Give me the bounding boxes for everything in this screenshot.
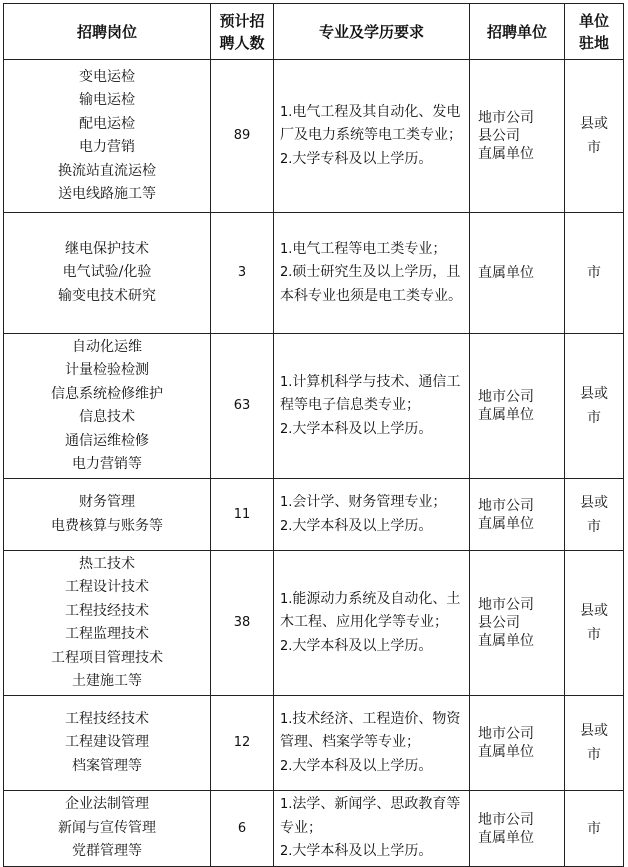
cell-requirements bbox=[274, 696, 470, 791]
cell-location: 市 bbox=[565, 213, 624, 334]
table-row bbox=[4, 696, 624, 791]
requirement-item: 1.会计学、财务管理专业； bbox=[280, 494, 447, 510]
header-location-line2: 驻地 bbox=[578, 33, 609, 52]
header-count bbox=[211, 4, 274, 60]
unit-name: 直属单位 bbox=[478, 265, 534, 281]
table-body bbox=[4, 60, 624, 867]
cell-location: 县或 市 bbox=[565, 334, 624, 479]
cell-requirements bbox=[274, 334, 470, 479]
position-name: 计量检验检测 bbox=[65, 362, 149, 378]
cell-requirements bbox=[274, 551, 470, 696]
position-name: 变电运检 bbox=[79, 68, 135, 85]
unit-name: 直属单位 bbox=[478, 829, 534, 846]
unit-name: 地市公司 bbox=[478, 110, 534, 126]
table-row bbox=[4, 213, 624, 334]
requirement-item: 1.计算机科学与技术、通信工程等电子信息类专业； bbox=[280, 373, 461, 414]
header-count-line1: 预计招 bbox=[219, 11, 265, 30]
cell-location: 县或 市 bbox=[565, 551, 624, 696]
position-name: 工程技经技术 bbox=[65, 710, 149, 727]
position-name: 新闻与宣传管理 bbox=[58, 819, 156, 836]
table-row bbox=[4, 551, 624, 696]
position-name: 换流站直流运检 bbox=[58, 162, 156, 179]
cell-units bbox=[470, 551, 565, 696]
cell-positions bbox=[4, 60, 211, 213]
cell-positions bbox=[4, 791, 211, 867]
position-name: 继电保护技术 bbox=[65, 240, 149, 257]
position-name: 档案管理等 bbox=[72, 757, 142, 774]
requirement-item: 2.大学本科及以上学历。 bbox=[280, 420, 433, 437]
requirement-item: 2.大学本科及以上学历。 bbox=[280, 843, 433, 860]
position-name: 工程设计技术 bbox=[65, 579, 149, 595]
requirement-item: 1.电气工程等电工类专业； bbox=[280, 240, 447, 257]
requirement-item: 2.大学本科及以上学历。 bbox=[280, 757, 433, 774]
cell-location: 县或 市 bbox=[565, 479, 624, 551]
position-name: 电力营销等 bbox=[72, 456, 142, 472]
position-name: 信息技术 bbox=[79, 409, 135, 425]
table-row bbox=[4, 60, 624, 213]
requirement-item: 2.大学专科及以上学历。 bbox=[280, 150, 433, 167]
position-name: 配电运检 bbox=[79, 115, 135, 132]
header-position: 招聘岗位 bbox=[4, 4, 211, 60]
position-name: 输变电技术研究 bbox=[58, 287, 156, 304]
cell-count: 3 bbox=[211, 213, 274, 334]
cell-positions bbox=[4, 213, 211, 334]
cell-positions bbox=[4, 551, 211, 696]
position-name: 电费核算与账务等 bbox=[51, 517, 163, 534]
header-location bbox=[565, 4, 624, 60]
cell-requirements bbox=[274, 60, 470, 213]
unit-name: 地市公司 bbox=[478, 726, 534, 742]
cell-count: 6 bbox=[211, 791, 274, 867]
position-name: 自动化运维 bbox=[72, 338, 142, 355]
cell-location: 县或 市 bbox=[565, 696, 624, 791]
position-name: 电力营销 bbox=[79, 139, 135, 155]
table-row bbox=[4, 791, 624, 867]
position-name: 电气试验/化验 bbox=[62, 264, 152, 281]
position-name: 工程技经技术 bbox=[65, 602, 149, 619]
unit-name: 直属单位 bbox=[478, 744, 534, 760]
unit-name: 县公司 bbox=[478, 128, 520, 144]
unit-name: 直属单位 bbox=[478, 633, 534, 649]
cell-count: 89 bbox=[211, 60, 274, 213]
cell-units bbox=[470, 60, 565, 213]
position-name: 信息系统检修维护 bbox=[51, 385, 163, 402]
position-name: 通信运维检修 bbox=[65, 432, 149, 449]
cell-units bbox=[470, 696, 565, 791]
cell-requirements bbox=[274, 479, 470, 551]
position-name: 工程监理技术 bbox=[65, 626, 149, 642]
position-name: 土建施工等 bbox=[72, 673, 142, 689]
cell-requirements bbox=[274, 213, 470, 334]
position-name: 企业法制管理 bbox=[65, 796, 149, 813]
unit-name: 地市公司 bbox=[478, 497, 534, 514]
position-name: 党群管理等 bbox=[72, 843, 142, 860]
cell-count: 38 bbox=[211, 551, 274, 696]
position-name: 工程项目管理技术 bbox=[51, 649, 163, 666]
recruitment-table bbox=[3, 3, 624, 867]
cell-location: 市 bbox=[565, 791, 624, 867]
unit-name: 直属单位 bbox=[478, 407, 534, 423]
position-name: 输电运检 bbox=[79, 92, 135, 108]
cell-units bbox=[470, 334, 565, 479]
cell-count: 12 bbox=[211, 696, 274, 791]
position-name: 热工技术 bbox=[79, 555, 135, 572]
header-requirements: 专业及学历要求 bbox=[274, 4, 470, 60]
cell-units bbox=[470, 791, 565, 867]
cell-requirements bbox=[274, 791, 470, 867]
requirement-item: 2.大学本科及以上学历。 bbox=[280, 637, 433, 654]
requirement-item: 1.法学、新闻学、思政教育等专业； bbox=[280, 796, 461, 836]
unit-name: 县公司 bbox=[478, 615, 520, 631]
unit-name: 直属单位 bbox=[478, 146, 534, 162]
unit-name: 直属单位 bbox=[478, 515, 534, 532]
position-name: 财务管理 bbox=[79, 494, 135, 510]
unit-name: 地市公司 bbox=[478, 811, 534, 828]
cell-positions bbox=[4, 696, 211, 791]
table-row bbox=[4, 334, 624, 479]
unit-name: 地市公司 bbox=[478, 597, 534, 613]
cell-units bbox=[470, 213, 565, 334]
requirement-item: 1.技术经济、工程造价、物资管理、档案学等专业； bbox=[280, 710, 461, 751]
requirement-item: 1.能源动力系统及自动化、土木工程、应用化学等专业； bbox=[280, 590, 461, 631]
position-name: 送电线路施工等 bbox=[58, 186, 156, 202]
cell-units bbox=[470, 479, 565, 551]
unit-name: 地市公司 bbox=[478, 389, 534, 405]
header-unit: 招聘单位 bbox=[470, 4, 565, 60]
header-location-line1: 单位 bbox=[578, 11, 609, 30]
cell-positions bbox=[4, 479, 211, 551]
requirement-item: 2.硕士研究生及以上学历，且本科专业也须是电工类专业。 bbox=[280, 264, 462, 304]
cell-count: 11 bbox=[211, 479, 274, 551]
position-name: 工程建设管理 bbox=[65, 734, 149, 751]
cell-positions bbox=[4, 334, 211, 479]
table-row bbox=[4, 479, 624, 551]
cell-location: 县或 市 bbox=[565, 60, 624, 213]
requirement-item: 2.大学本科及以上学历。 bbox=[280, 517, 433, 534]
requirement-item: 1.电气工程及其自动化、发电厂及电力系统等电工类专业； bbox=[280, 103, 462, 144]
header-row bbox=[4, 4, 624, 60]
cell-count: 63 bbox=[211, 334, 274, 479]
header-count-line2: 聘人数 bbox=[219, 33, 265, 52]
